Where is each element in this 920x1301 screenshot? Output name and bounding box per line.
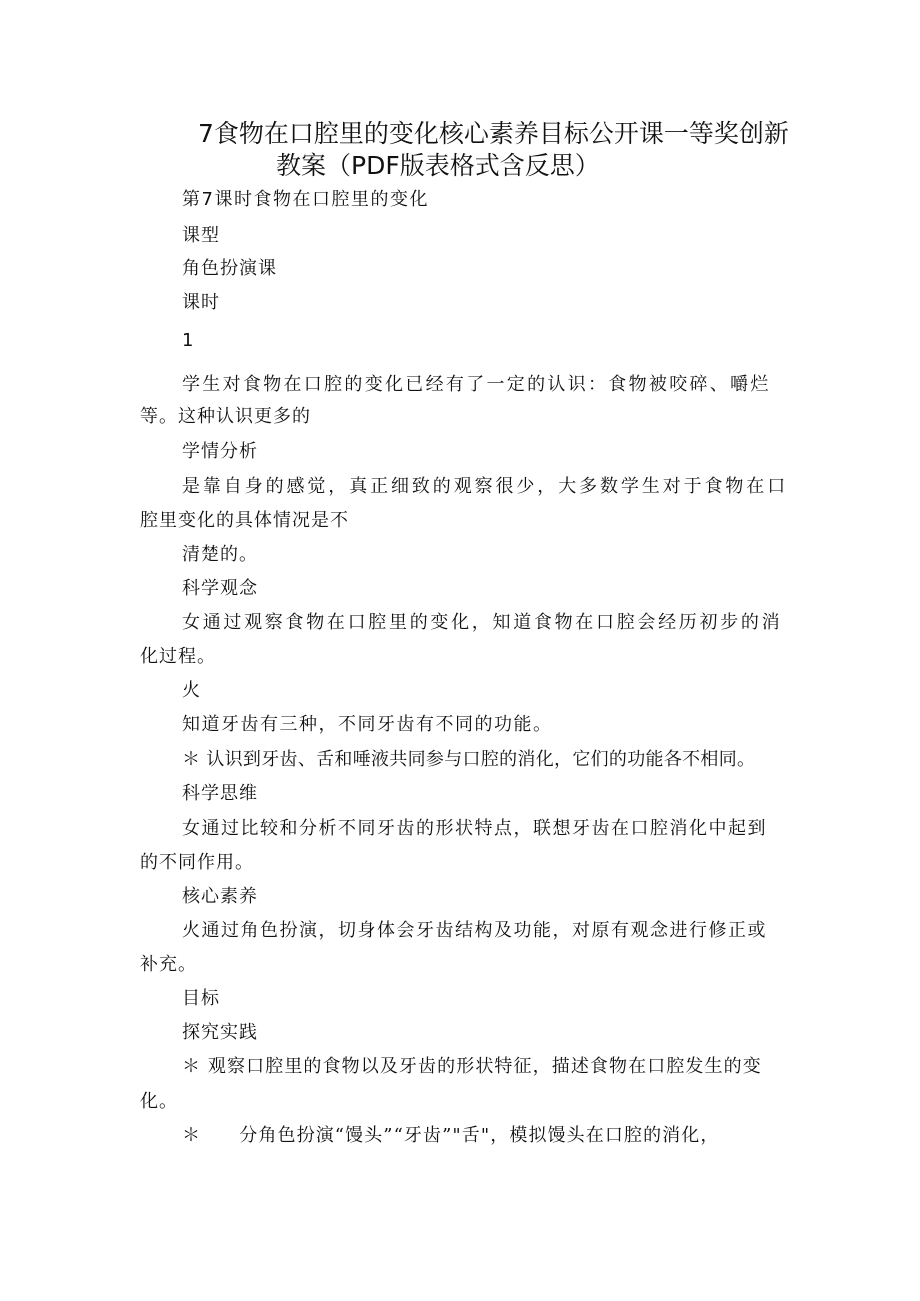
- literacy-text-line: 火通过角色扮演，切身体会牙齿结构及功能，对原有观念进行修正或: [182, 920, 767, 941]
- learning-analysis-label: 学情分析: [182, 441, 258, 462]
- inquiry-practice-label: 探究实践: [182, 1022, 258, 1043]
- lesson-heading: 第7课时食物在口腔里的变化: [182, 189, 429, 210]
- core-literacy-label: 核心素养: [182, 886, 258, 907]
- period-value: 1: [182, 330, 195, 351]
- concept-text-line: 知道牙齿有三种，不同牙齿有不同的功能。: [182, 714, 553, 735]
- analysis-text-line: 学生对食物在口腔的变化已经有了一定的认识：食物被咬碎、嚼烂: [182, 374, 771, 395]
- analysis-text-line: 腔里变化的具体情况是不: [140, 510, 349, 531]
- inquiry-text-line: 化。: [140, 1091, 178, 1112]
- inquiry-text-line: ＊ 分角色扮演“馒头”“牙齿”"舌"，模拟馒头在口腔的消化，: [182, 1125, 720, 1146]
- science-thinking-label: 科学思维: [182, 783, 258, 804]
- goal-label: 目标: [182, 988, 220, 1009]
- analysis-text-line: 等。这种认识更多的: [140, 406, 311, 427]
- analysis-text-line: 清楚的。: [182, 544, 258, 565]
- thinking-text-line: 女通过比较和分析不同牙齿的形状特点，联想牙齿在口腔消化中起到: [182, 818, 767, 839]
- course-type-value: 角色扮演课: [182, 258, 277, 279]
- concept-text-line: ＊ 认识到牙齿、舌和唾液共同参与口腔的消化，它们的功能各不相同。: [182, 749, 756, 770]
- thinking-text-line: 的不同作用。: [140, 852, 254, 873]
- course-type-label: 课型: [182, 225, 220, 246]
- science-concept-label: 科学观念: [182, 578, 258, 599]
- document-title-line-1: 7食物在口腔里的变化核心素养目标公开课一等奖创新: [198, 119, 789, 148]
- analysis-text-line: 是靠自身的感觉，真正细致的观察很少，大多数学生对于食物在口: [182, 476, 789, 497]
- concept-text-line: 化过程。: [140, 646, 216, 667]
- inquiry-text-line: ＊ 观察口腔里的食物以及牙齿的形状特征，描述食物在口腔发生的变: [182, 1056, 762, 1077]
- concept-marker: 火: [182, 680, 201, 701]
- document-title-line-2: 教案（PDF版表格式含反思）: [276, 151, 600, 180]
- concept-text-line: 女通过观察食物在口腔里的变化，知道食物在口腔会经历初步的消: [182, 612, 783, 633]
- period-label: 课时: [182, 292, 220, 313]
- literacy-text-line: 补充。: [140, 954, 197, 975]
